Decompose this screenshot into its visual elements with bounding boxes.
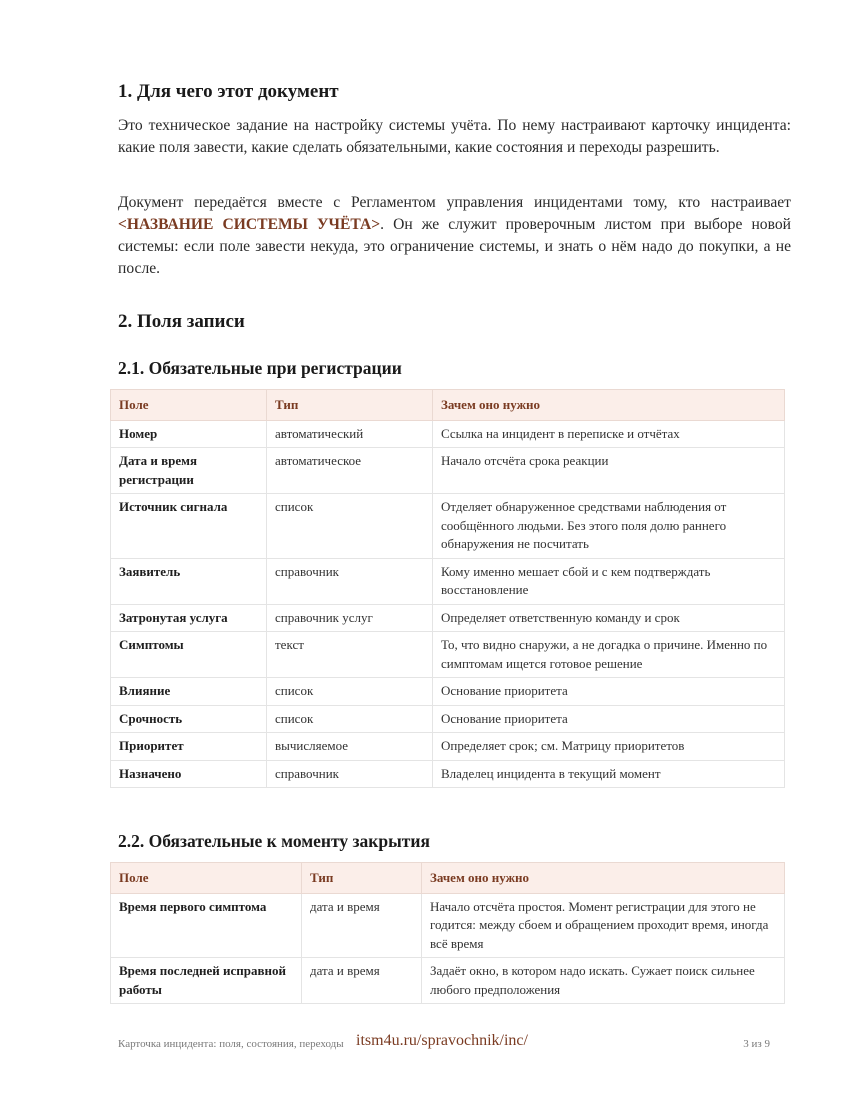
field-type-cell: текст (267, 632, 433, 678)
field-purpose-cell: Начало отсчёта срока реакции (433, 448, 785, 494)
field-purpose-cell: Определяет ответственную команду и срок (433, 604, 785, 632)
subsection-2-2-title: 2.2. Обязательные к моменту закрытия (118, 831, 430, 851)
table-row (111, 558, 785, 604)
field-name-cell: Срочность (111, 705, 267, 733)
field-purpose-cell: Задаёт окно, в котором надо искать. Сужает поиск сильнее любого предположения (422, 958, 785, 1004)
footer-document-title: Карточка инцидента: поля, состояния, переходы (118, 1038, 344, 1050)
column-header-type: Тип (267, 390, 433, 421)
paragraph-2-text-end: . Он же служит проверочным листом при выборе новой системы: если поле завести некуда, это ограничение системы, и знать о нём надо до покупки, а не после. (118, 216, 791, 277)
table-row (111, 893, 785, 958)
field-type-cell: дата и время (302, 893, 422, 958)
table-row (111, 760, 785, 788)
section-2-title: 2. Поля записи (118, 311, 245, 332)
field-name-cell: Дата и время регистрации (111, 448, 267, 494)
table-row (111, 604, 785, 632)
table-row (111, 733, 785, 761)
field-purpose-cell: Основание приоритета (433, 705, 785, 733)
field-name-cell: Номер (111, 420, 267, 448)
table-row (111, 420, 785, 448)
field-name-cell: Назначено (111, 760, 267, 788)
field-type-cell: автоматический (267, 420, 433, 448)
table-row (111, 448, 785, 494)
field-name-cell: Симптомы (111, 632, 267, 678)
system-name-placeholder: <НАЗВАНИЕ СИСТЕМЫ УЧЁТА> (118, 216, 381, 233)
field-name-cell: Заявитель (111, 558, 267, 604)
field-purpose-cell: Определяет срок; см. Матрицу приоритетов (433, 733, 785, 761)
field-type-cell: вычисляемое (267, 733, 433, 761)
footer-site-link[interactable]: itsm4u.ru/spravochnik/inc/ (356, 1032, 528, 1049)
section-1-paragraph-2 (118, 192, 791, 280)
field-type-cell: список (267, 678, 433, 706)
field-purpose-cell: Кому именно мешает сбой и с кем подтверждать восстановление (433, 558, 785, 604)
field-type-cell: справочник услуг (267, 604, 433, 632)
field-name-cell: Приоритет (111, 733, 267, 761)
column-header-type: Тип (302, 863, 422, 894)
subsection-2-1-title: 2.1. Обязательные при регистрации (118, 358, 402, 378)
field-purpose-cell: То, что видно снаружи, а не догадка о причине. Именно по симптомам ищется готовое решение (433, 632, 785, 678)
table-header-row (111, 863, 785, 894)
column-header-field: Поле (111, 390, 267, 421)
table-row (111, 958, 785, 1004)
registration-fields-table (110, 389, 785, 788)
field-name-cell: Время первого симптома (111, 893, 302, 958)
table-row (111, 632, 785, 678)
section-1-paragraph-1: Это техническое задание на настройку системы учёта. По нему настраивают карточку инцидента: какие поля завести, какие сделать обязательными, какие состояния и переходы разрешить. (118, 117, 791, 156)
field-type-cell: список (267, 494, 433, 559)
field-type-cell: автоматическое (267, 448, 433, 494)
field-name-cell: Влияние (111, 678, 267, 706)
field-purpose-cell: Отделяет обнаруженное средствами наблюдения от сообщённого людьми. Без этого поля долю раннего обнаружения не посчитать (433, 494, 785, 559)
closure-fields-table (110, 862, 785, 1004)
field-name-cell: Источник сигнала (111, 494, 267, 559)
field-purpose-cell: Владелец инцидента в текущий момент (433, 760, 785, 788)
column-header-field: Поле (111, 863, 302, 894)
field-purpose-cell: Начало отсчёта простоя. Момент регистрации для этого не годится: между сбоем и обращением проходит время, иногда всё время (422, 893, 785, 958)
table-row (111, 678, 785, 706)
footer-page-number: 3 из 9 (743, 1038, 770, 1050)
table-row (111, 705, 785, 733)
field-purpose-cell: Основание приоритета (433, 678, 785, 706)
paragraph-2-text-start: Документ передаётся вместе с Регламентом управления инцидентами тому, кто настраивает (118, 194, 791, 211)
field-type-cell: список (267, 705, 433, 733)
section-1-title: 1. Для чего этот документ (118, 81, 339, 102)
field-type-cell: справочник (267, 558, 433, 604)
column-header-purpose: Зачем оно нужно (433, 390, 785, 421)
field-type-cell: справочник (267, 760, 433, 788)
table-header-row (111, 390, 785, 421)
field-name-cell: Время последней исправной работы (111, 958, 302, 1004)
field-name-cell: Затронутая услуга (111, 604, 267, 632)
column-header-purpose: Зачем оно нужно (422, 863, 785, 894)
field-type-cell: дата и время (302, 958, 422, 1004)
page-footer (118, 1032, 770, 1056)
field-purpose-cell: Ссылка на инцидент в переписке и отчётах (433, 420, 785, 448)
table-row (111, 494, 785, 559)
